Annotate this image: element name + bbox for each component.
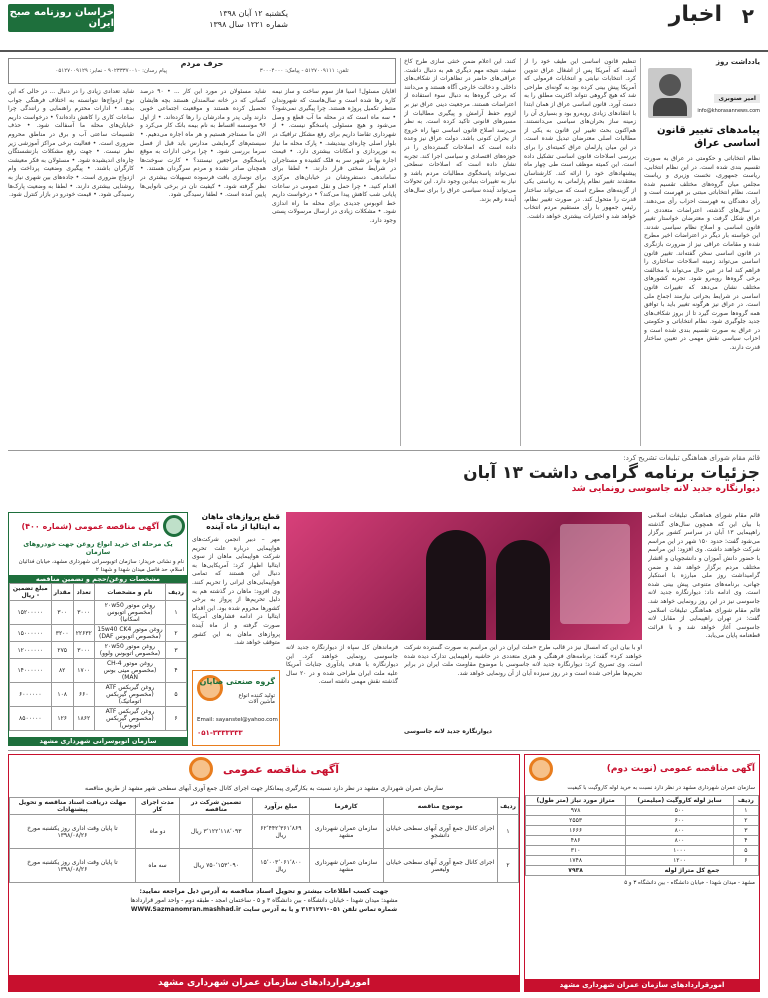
table-row: ۶ روغن گیربکس ATF (مخصوص گیربکس اتوبوس) ۱۸۶۲ ۱۲۶ ۸۵۰۰۰۰۰ xyxy=(10,707,187,731)
tender-oil-table: ردیف نام و مشخصات تعداد مقدار مبلغ تضمین - ریال ۱ روغن موتور ۲۰w50 (مخصوص اتوبوس اسکانیا) ۳۰۰۰ ۳۰۰ ۱۵۲۰۰۰۰۰ ۲ روغن موتور 15w40 CK4 (مخصوص اتوبوس DAF) ۲۲۶۳۲ ۳۲۰۰ ۱۵۰۰۰۰۰۰ ۳ روغن موتور ۲۰w50 (مخصوص اتوبوس ولوو) ۳۰۰۰ ۲۷۵ ۱۲۰۰۰۰۰۰ ۴ روغن موتور CH-4 (مخصوص مینی بوس MAN) ۱۷۰۰ ۸۲ ۱۴۰۰۰۰۰۰ ۵ روغن گیربکس ATF (مخصوص گیربکس اتوماتیک) ۶۶۰ ۱۰۸ ۶۰۰۰۰۰۰ ۶ روغن گیربکس ATF (مخصوص گیربکس اتوبوس) ۱۸۶۲ ۱۲۶ ۸۵۰۰۰۰۰ xyxy=(9,583,187,731)
main-subtitle: دیوارنگاره جدید لانه جاسوسی رونمایی شد xyxy=(571,484,760,494)
table-row: ۲ ۶۰۰ ۲۵۵۳ xyxy=(526,816,759,826)
side-news xyxy=(192,512,280,532)
page-number: ۲ xyxy=(741,4,754,28)
tender-canal-table: ردیف موضوع مناقصه کارفرما مبلغ برآورد تضمین شرکت در مناقصه مدت اجرای کار مهلت دریافت اسناد مناقصه و تحویل پیشنهادات ۱ اجرای کانال جمع آوری آبهای سطحی خیابان دانشجو سازمان عمران شهرداری مشهد ۶۲٬۴۴۲٬۳۶۱٬۸۶۹ ریال ۳٬۱۲۲٬۱۱۸٬۰۹۳ ریال دو ماه تا پایان وقت اداری روز یکشنبه مورخ ۱۳۹۸/۰۸/۲۶ ۲ اجرای کانال جمع آوری آبهای سطحی خیابان ولیعصر سازمان عمران شهرداری مشهد ۱۵٬۰۰۳٬۰۶۱٬۸۰۰ ریال ۷۵۰٬۱۵۳٬۰۹۰ ریال سه ماه تا پایان وقت اداری روز یکشنبه مورخ ۱۳۹۸/۰۸/۲۶ xyxy=(9,797,519,883)
column-body: نظام انتخاباتی و حکومتی در عراق به صورت تقسیم بندی شده است. در این نظام انتخابی، ریاست جمهوری، نخست وزیری و ریاست مجلس میان گروه‌های مختلف تقسیم شده است. نظام انتخاباتی مبتنی بر فهرست است و رأی دهندگان به فهرست احزاب رأی می‌دهند. در سال‌های گذشته، اعتراضات متعددی در عراق شکل گرفت و معترضان خواستار تغییر قانون اساسی و اصلاح نظام سیاسی شدند. این خواسته بار دیگر در اعتراضات اخیر مطرح شده و مقامات عراقی نیز از ضرورت بازنگری در قانون اساسی سخن گفته‌اند. تغییر قانون اساسی می‌تواند زمینه اصلاحات ساختاری را فراهم کند اما در عین حال می‌تواند با مخالفت برخی گروه‌ها روبه‌رو شود. تجربه کشورهای مختلف نشان می‌دهد که تغییرات قانون اساسی در شرایط بحرانی نیازمند اجماع ملی است. در عراق نیز هرگونه تغییر باید با توافق همه گروه‌ها صورت گیرد تا از بروز شکاف‌های جدید جلوگیری شود. نظام انتخاباتی و حکومتی در عراق به صورت تقسیم بندی شده است و احزاب سیاسی نقش مهمی در تعیین ساختار قدرت دارند. xyxy=(644,155,760,352)
table-row: ۳ روغن موتور ۲۰w50 (مخصوص اتوبوس ولوو) ۳۰۰۰ ۲۷۵ ۱۲۰۰۰۰۰۰ xyxy=(10,642,187,659)
tender-pipe-subtitle: سازمان عمران شهرداری مشهد در نظر دارد نسبت به خرید لوله کاروگیت با کیفیت xyxy=(567,785,755,791)
omran-logo-icon xyxy=(529,757,553,781)
ad-phone: ۰۵۱-۳۳۳۳۳۳۳ xyxy=(197,729,243,737)
people-voice-title: حرف مردم xyxy=(180,59,224,68)
main-caption: دیوارنگاره جدید لانه جاسوسی xyxy=(404,728,492,735)
table-row: ۳ ۸۰۰ ۱۶۶۶ xyxy=(526,826,759,836)
side-news-title: قطع پروازهای ماهان به ایتالیا از ماه آینده xyxy=(201,512,280,531)
section-title: اخبار xyxy=(668,2,722,27)
column-author-box xyxy=(644,58,760,120)
bus-org-logo-icon xyxy=(163,515,185,537)
main-kicker: قائم مقام شورای هماهنگی تبلیغات تشریح کرد: xyxy=(623,454,760,462)
side-news-body: مهر – دبیر انجمن شرکت‌های هواپیمایی درباره علت تحریم شرکت هواپیمایی ماهان از سوی ایتالیا اظهار کرد: آمریکایی‌ها به دنبال این هستند که تمامی هواپیمایی‌های ایرانی را تحریم کنند. وی افزود: ماهان در گذشته هم به دلیل تحریم‌ها از پرواز به برخی کشورها محروم شده بود. این اقدام ایتالیا در ادامه فشارهای آمریکا صورت گرفته و از ماه آینده پروازهای ماهان به این کشور متوقف خواهد شد. xyxy=(192,536,280,647)
author-email: info@khorasannews.com xyxy=(697,108,760,114)
main-title: جزئیات برنامه گرامی داشت ۱۳ آبان xyxy=(463,463,760,483)
page-header xyxy=(0,0,768,52)
people-voice-col3: شاید تعدادی زیادی را در دنبال ... در حالی که این نوع ازدواج‌ها نتوانسته به اختلاف فرهنگی جواب بدهد. • ادارات محترم راهنمایی و رانندگی چرا ساعات کاری را کاهش داده‌اند؟ • درخواست داریم خیابان‌های محله ما آسفالت شود. • حذف تقسیمات ساعتی آب و برق در مناطق محروم ضروری است. • فعالیت برخی مراکز آموزشی زیر نظر نیست. • جهت رفع مشکلات بازنشستگان چاره‌ای اندیشیده شود. • مسئولان به فکر معیشت کارگران باشند. • پیگیری وضعیت پرداخت وام ازدواج ضروری است. • جاده‌های بین شهری نیاز به روشنایی بیشتری دارند. • لطفا به وضعیت پارک‌ها رسیدگی شود. • قیمت خودرو در بازار کنترل شود. xyxy=(8,88,134,199)
main-article-header xyxy=(280,454,760,494)
tender-pipe xyxy=(524,754,760,992)
tender-oil-footer: سازمان اتوبوسرانی شهرداری مشهد xyxy=(9,737,187,745)
tender-pipe-table: ردیف سایز لوله کاروگیت (میلیمتر) متراژ مورد نیاز (متر طول) ۱ ۵۰۰ ۹۷۸ ۲ ۶۰۰ ۲۵۵۳ ۳ ۸۰۰ ۱۶۶۶ ۴ ۸۰۰ ۴۸۶ ۵ ۱۰۰۰ ۳۱۰ ۶ ۱۲۰۰ ۱۷۴۸ جمع کل متراژ لوله ۷۹۳۸ xyxy=(525,795,759,876)
table-row: ۲ اجرای کانال جمع آوری آبهای سطحی خیابان ولیعصر سازمان عمران شهرداری مشهد ۱۵٬۰۰۳٬۰۶۱٬۸۰۰ ریال ۷۵۰٬۱۵۳٬۰۹۰ ریال سه ماه تا پایان وقت اداری روز یکشنبه مورخ ۱۳۹۸/۰۸/۲۶ xyxy=(10,849,519,883)
table-row: ۱ اجرای کانال جمع آوری آبهای سطحی خیابان دانشجو سازمان عمران شهرداری مشهد ۶۲٬۴۴۲٬۳۶۱٬۸۶۹ ریال ۳٬۱۲۲٬۱۱۸٬۰۹۳ ریال دو ماه تا پایان وقت اداری روز یکشنبه مورخ ۱۳۹۸/۰۸/۲۶ xyxy=(10,815,519,849)
table-row: ۴ روغن موتور CH-4 (مخصوص مینی بوس MAN) ۱۷۰۰ ۸۲ ۱۴۰۰۰۰۰۰ xyxy=(10,659,187,683)
advertisement xyxy=(192,670,280,746)
author-photo xyxy=(648,68,692,118)
omran-logo-icon xyxy=(189,757,213,781)
main-article-body-1: قائم مقام شورای هماهنگی تبلیغات اسلامی با بیان این که همچون سال‌های گذشته راهپیمایی ۱۳ آبان در سراسر کشور برگزار می‌شود گفت: حدود ۱۵۰ شهر در این مراسم شرکت خواهند داشت. وی افزود: این مراسم با حضور دانش آموزان و دانشجویان و اقشار مختلف مردم برگزار خواهد شد و ضمن گرامیداشت روز ملی مبارزه با استکبار جهانی، برنامه‌های متنوعی پیش بینی شده است. وی ادامه داد: دیوارنگاره جدید لانه جاسوسی نیز در این روز رونمایی خواهد شد. قائم مقام شورای هماهنگی تبلیغات اسلامی گفت: در تهران راهپیمایی از مقابل لانه جاسوسی آغاز خواهد شد و با قرائت قطعنامه پایان می‌یابد. xyxy=(648,512,760,640)
people-voice-phone: تلفن: ۵۱۲۷۰۰۹۱۱۱ - پیامک: ۳۰۰۰۴۰۰۰ xyxy=(259,68,349,74)
people-voice-col2: شاید مسئولان در مورد این کار ... • ۹۰ درصد کسانی که در خانه سالمندان هستند بچه هایشان تحصیل کرده هستند و موقعیت اجتماعی خوبی دارند ولی پدر و مادرشان را رها کرده‌اند. • از اول ۹۶ موسسه اقساط به نام بیمه بانک کار می‌کرد و الان ما مستاجر هستیم و هر ماه اجاره می‌دهیم. • سیستم‌های گرمایشی مدارس باید قبل از فصل سرما بررسی شود. • چرا برخی ادارات به موقع پاسخگوی مراجعین نیستند؟ • کارت سوخت‌ها همچنان صادر نشده و مردم سرگردان هستند. • برای نوسازی بافت فرسوده تسهیلات بیشتری در نظر گرفته شود. • کیفیت نان در برخی نانوایی‌ها پایین آمده است. • لطفا رسیدگی شود. xyxy=(140,88,266,199)
tender-oil-subtitle: یک مرحله ای خرید انواع روغن جهت خودروهای سازمان xyxy=(23,540,173,556)
main-article-body-3: فرماندهان کل سپاه از دیوارنگاره جدید لانه جاسوسی رونمایی خواهند کرد. این دیوارنگاره با هدف یادآوری جنایات آمریکا علیه ملت ایران طراحی شده و در ۲۰ سال گذشته نقش مهمی داشته است. xyxy=(286,644,398,686)
tender-canal-web: شماره تماس تلفن ۰۵۱-۳۱۳۱۲۷۱ و یا به آدرس سایت WWW.Sazmanomran.mashhad.ir xyxy=(130,906,398,913)
tender-oil-table-title: مشخصات روغن/حجم و تضمین مناقصه xyxy=(9,575,187,583)
table-row: ۲ روغن موتور 15w40 CK4 (مخصوص اتوبوس DAF) ۲۲۶۳۲ ۳۲۰۰ ۱۵۰۰۰۰۰۰ xyxy=(10,625,187,642)
ad-tag: تولید کننده انواع ماشین آلات xyxy=(238,693,275,705)
tender-canal xyxy=(8,754,520,992)
table-row: ۶ ۱۲۰۰ ۱۷۴۸ xyxy=(526,856,759,866)
tender-oil-title: آگهی مناقصه عمومی (شماره ۴۰۰) xyxy=(21,521,159,531)
tender-pipe-footer: امورقراردادهای سازمان عمران شهرداری مشهد xyxy=(525,979,759,991)
table-row: ۵ ۱۰۰۰ ۳۱۰ xyxy=(526,846,759,856)
tender-canal-subtitle: سازمان عمران شهرداری مشهد در نظر دارد نسبت به بکارگیری پیمانکار جهت اجرای کانال جمع آوری آبهای سطحی شهر مشهد از طریق مناقصه xyxy=(85,785,443,792)
tender-canal-footer: امورقراردادهای سازمان عمران شهرداری مشهد xyxy=(9,975,519,991)
tender-pipe-title: آگهی مناقصه عمومی (نوبت دوم) xyxy=(606,764,755,774)
table-row: ۵ روغن گیربکس ATF (مخصوص گیربکس اتوماتیک) ۶۶۰ ۱۰۸ ۶۰۰۰۰۰۰ xyxy=(10,683,187,707)
main-article-body-2: او با بیان این که امسال نیز در قالب طرح «ملت ایران در این مراسم به صورت گسترده شرکت خواهند کرد» گفت: برنامه‌های فرهنگی و هنری متعددی در حاشیه راهپیمایی تدارک دیده شده است. وی تصریح کرد: دیوارنگاره جدید لانه جاسوسی با موضوع مقاومت ملت ایران در برابر تحریم‌ها طراحی شده است و در روز سیزده آبان از آن رونمایی خواهد شد. xyxy=(404,644,642,677)
newspaper-logo: خراسان روزنامه صبح ایران xyxy=(8,4,114,32)
ad-company: گروه صنعتی صایان xyxy=(199,677,275,686)
ad-email: Email: sayanstel@yahoo.com xyxy=(197,717,278,723)
people-voice-col1: آقایان مسئول! آسیا فاز سوم ساخت و ساز نیمه کاره رها شده است و سال‌هاست که شهروندان منتظر تکمیل پروژه هستند. چرا پیگیری نمی‌شود؟ • سه ماه است که در محله ما آب قطع و وصل می‌شود و هیچ مسئولی پاسخگو نیست. • از شهرداری تقاضا داریم برای رفع مشکل ترافیک در بلوار اصلی چاره‌ای بیندیشد. • پارک محله ما نیاز به نورپردازی و امکانات بیشتری دارد. • قیمت اجاره بها در شهر سر به فلک کشیده و مستاجران در شرایط سختی قرار دارند. • لطفا برای ساماندهی دستفروشان در خیابان‌های مرکزی اقدام کنید. • چرا حمل و نقل عمومی در ساعات پایانی شب کاهش پیدا می‌کند؟ • درخواست داریم خط اتوبوس جدیدی برای محله ما راه اندازی شود. • مشکلات زیادی در ارسال مرسولات پستی وجود دارد. xyxy=(272,88,396,224)
tender-oil xyxy=(8,512,188,746)
table-row: ۴ ۸۰۰ ۴۸۶ xyxy=(526,836,759,846)
tender-pipe-address: مشهد - میدان شهدا - خیابان دانشگاه - بین دانشگاه ۳ و ۵ xyxy=(624,880,755,886)
column-label: یادداشت روز xyxy=(716,58,760,66)
table-row: ۱ ۵۰۰ ۹۷۸ xyxy=(526,806,759,816)
table-total-row: جمع کل متراژ لوله ۷۹۳۸ xyxy=(526,866,759,876)
people-voice-header xyxy=(8,58,396,84)
tender-canal-title: آگهی مناقصه عمومی xyxy=(222,762,340,776)
column-body-2: تنظیم قانون اساسی این طیف خود را از آنسته که آمریکا پس از اشغال عراق تدوین کرد. انتخابات نیابتی و انتخابات فرمولی که آمریکا پیش بینی کرده بود به گونه‌ای طراحی شد که هیچ گروهی نتواند اکثریت مطلق را به دست آورد. قانون اساسی عراق از همان ابتدا با انتقادهای زیادی روبه‌رو بود و بسیاری آن را زمینه ساز بحران‌های سیاسی می‌دانستند. هم‌اکنون بحث تغییر این قانون به یکی از مطالبات اصلی معترضان تبدیل شده است. در این میان پارلمان عراق کمیته‌ای را برای بررسی اصلاحات قانون اساسی تشکیل داده است. این کمیته موظف است طی چهار ماه پیشنهادهای خود را ارائه کند. کارشناسان معتقدند تغییر نظام پارلمانی به ریاستی یکی از گزینه‌های مطرح است که می‌تواند ساختار قدرت را متحول کند. در صورت تغییر نظام، رئیس جمهور با رأی مستقیم مردم انتخاب خواهد شد و اختیارات بیشتری خواهد داشت. xyxy=(524,58,636,220)
tender-oil-org: نام و نشانی خریدار: سازمان اتوبوسرانی شهرداری مشهد، خیابان فدائیان اسلام، حد فاصل میدان شهدا و شهدا ۲ xyxy=(18,559,184,573)
column-body-3: کنند. این اعلام ضمن خنثی سازی طرح کاخ سفید، نتیجه مهم دیگری هم به دنبال داشت. عراقی‌های حاضر در تظاهرات از شکاف‌های داخلی و دخالت خارجی آگاه هستند و می‌دانند که برخی گروه‌ها به دنبال سوء استفاده از اعتراضات هستند. مرجعیت دینی عراق نیز بر لزوم حفظ آرامش و پیگیری مطالبات از مسیرهای قانونی تاکید کرده است. به نظر می‌رسد اصلاح قانون اساسی تنها راه خروج از بحران کنونی باشد. دولت عراق نیز وعده داده است که اصلاحات گسترده‌ای را در حوزه‌های اقتصادی و سیاسی اجرا کند. تجربه نشان داده است که اصلاحات سطحی نمی‌تواند پاسخگوی مطالبات مردم باشد و نیاز به تغییرات بنیادین وجود دارد. این تحولات می‌تواند آینده سیاسی عراق را برای سال‌های آینده رقم بزند. xyxy=(404,58,516,203)
header-date: یکشنبه ۱۲ آبان ۱۳۹۸ شماره ۱۲۲۱ سال ۱۳۹۸ xyxy=(209,9,288,29)
table-row: ۱ روغن موتور ۲۰w50 (مخصوص اتوبوس اسکانیا) ۳۰۰۰ ۳۰۰ ۱۵۲۰۰۰۰۰ xyxy=(10,601,187,625)
author-name: امیر صنوبری xyxy=(714,94,760,103)
column-title: پیامدهای تغییر قانون اساسی عراق xyxy=(656,125,760,149)
tender-canal-address: مشهد: میدان شهدا - خیابان دانشگاه - بین دانشگاه ۳ و ۵ - ساختمان امجد - طبقه دوم - واحد امور قراردادها xyxy=(130,897,398,904)
main-article-photo xyxy=(286,512,642,640)
people-voice-messenger: پیام رسان: ۹۰۲۳۳۳۷۰۰۱۰ - نمابر: ۰۵۱۲۷۰۰۹۱۲۹ xyxy=(55,68,168,74)
tender-canal-contact: جهت کسب اطلاعات بیشتر و تحویل اسناد مناقصه به آدرس ذیل مراجعه نمایید: xyxy=(139,887,389,895)
